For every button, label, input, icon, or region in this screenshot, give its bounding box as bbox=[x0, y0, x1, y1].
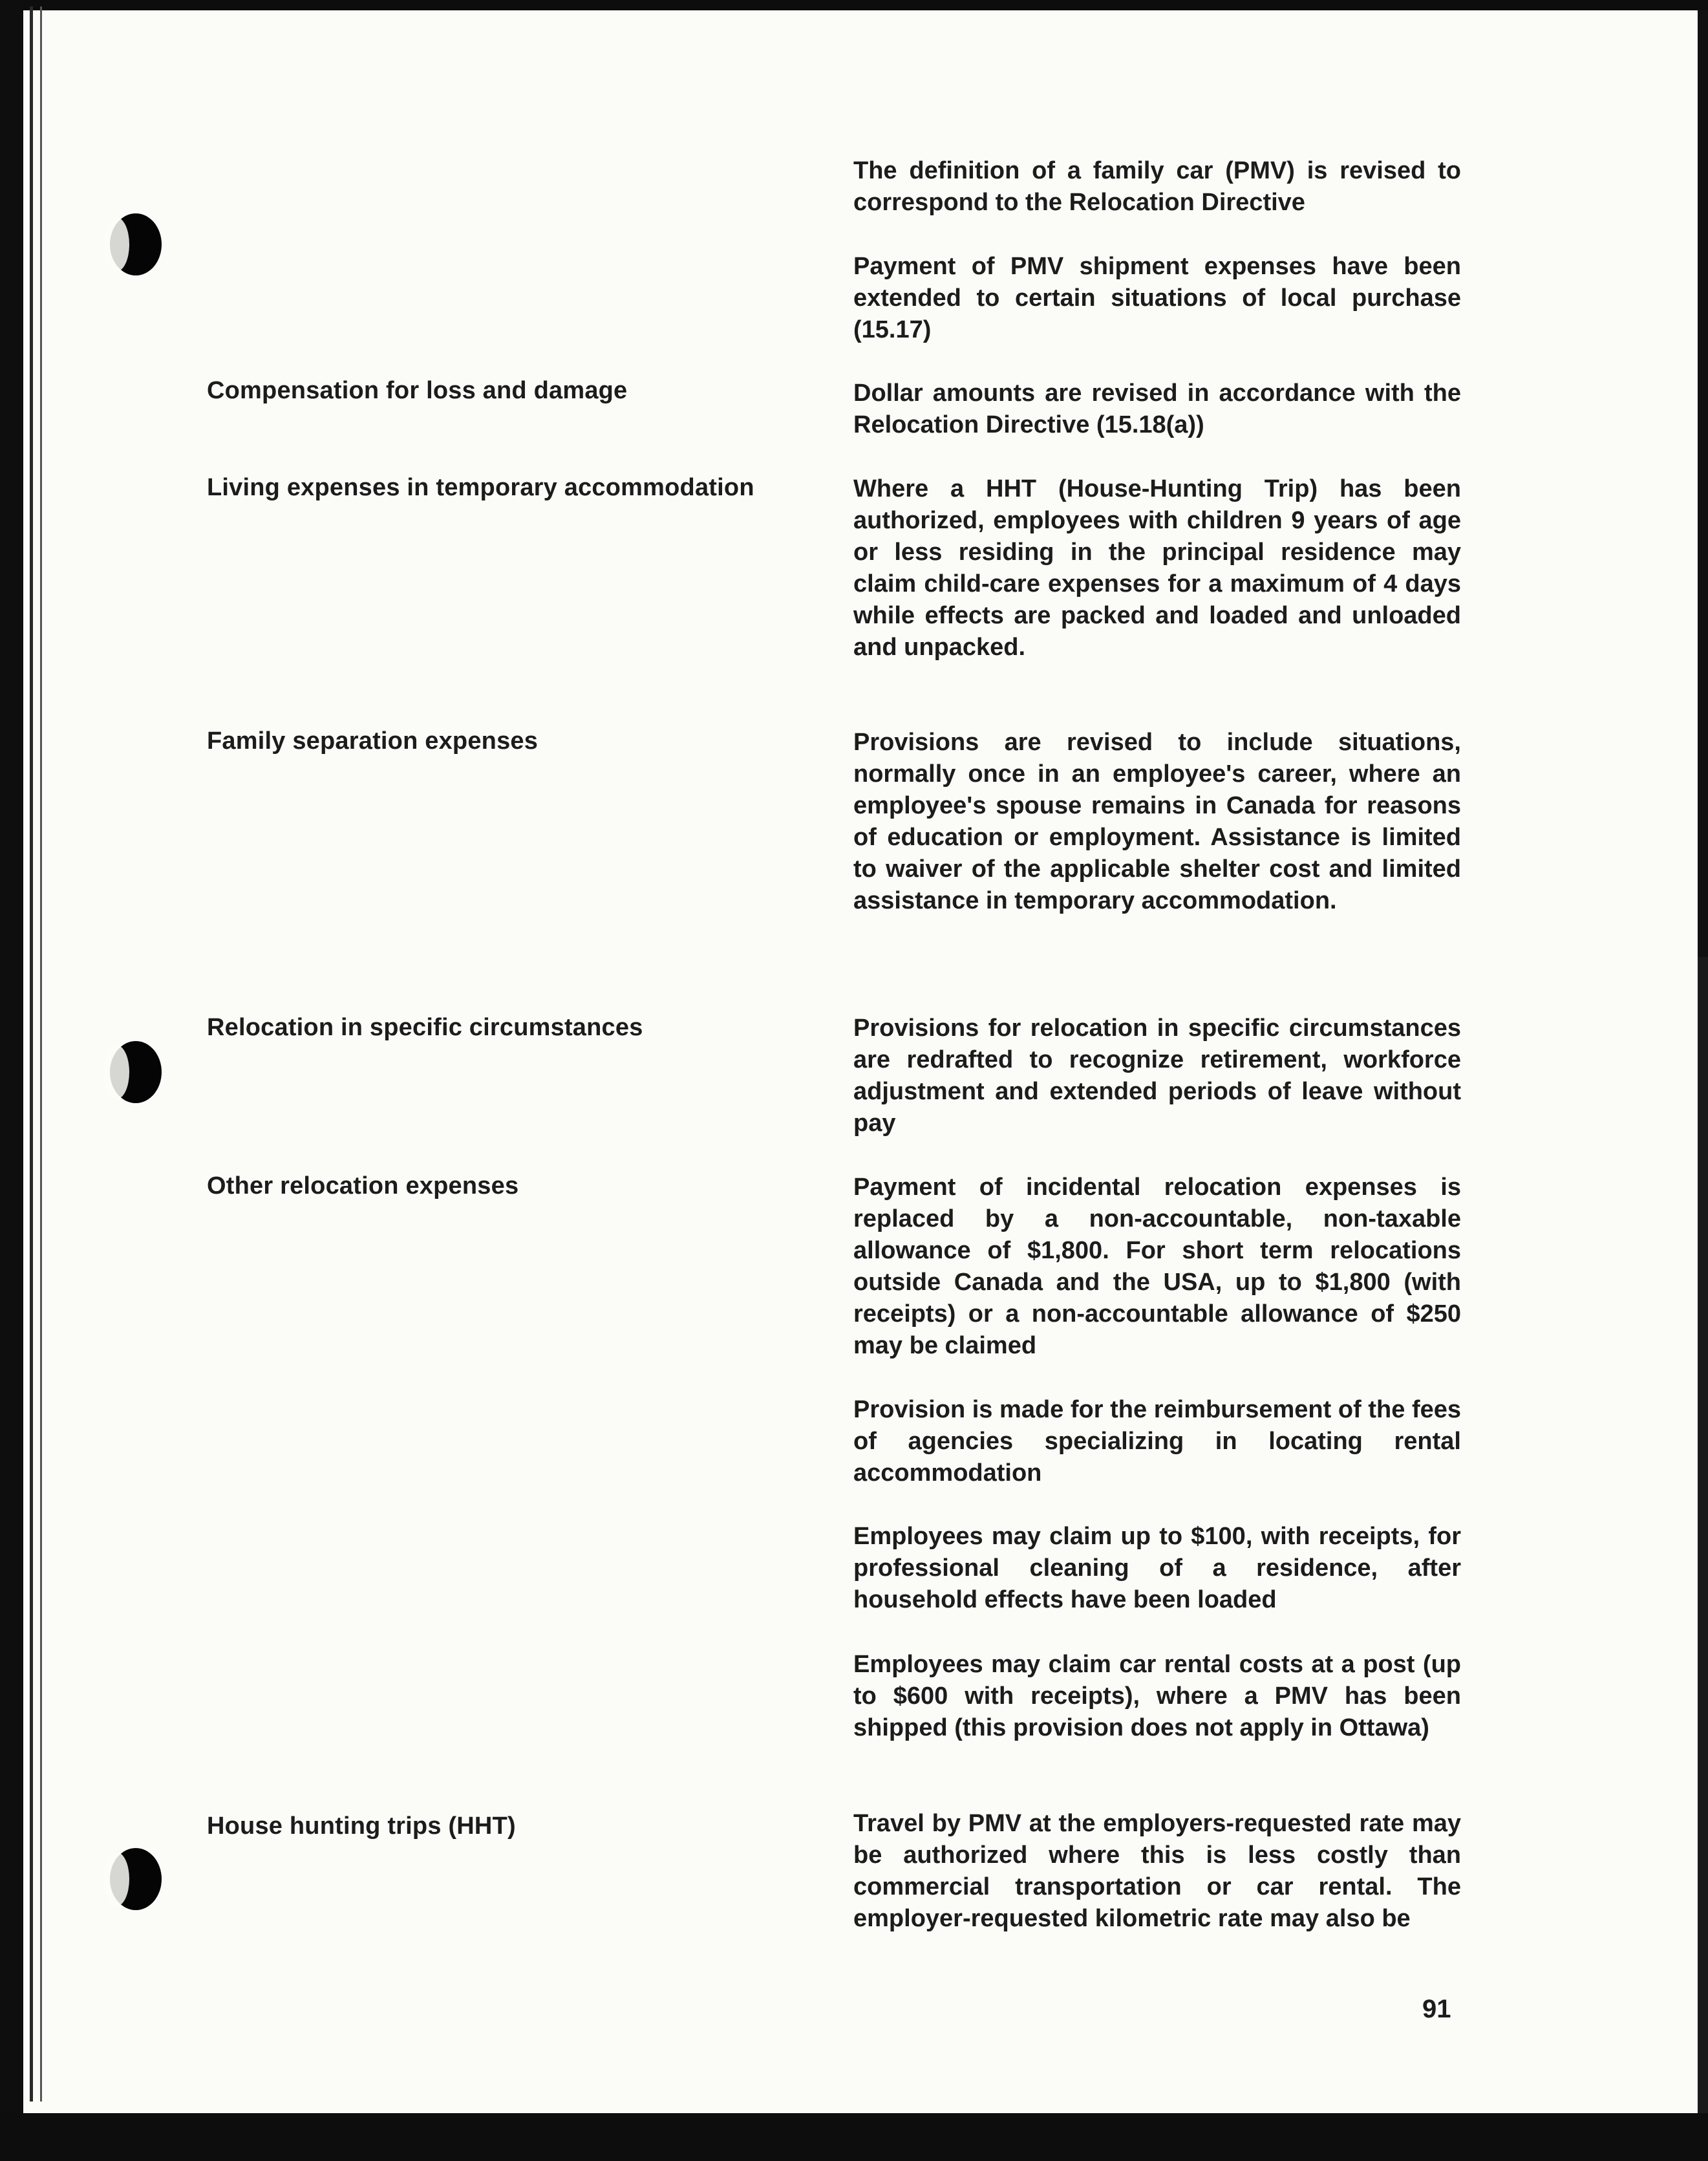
entry-label: Other relocation expenses bbox=[207, 1172, 519, 1199]
entry-description: Employees may claim car rental costs at a post (up to $600 with receipts), where a PMV has been shipped (this provision does not apply in Ottawa) bbox=[853, 1651, 1461, 1741]
entry-label: Compensation for loss and damage bbox=[207, 377, 628, 404]
binding-line bbox=[30, 6, 33, 2102]
entry-label: Family separation expenses bbox=[207, 727, 539, 755]
scan-bottom-edge bbox=[0, 2113, 1708, 2161]
entry-description: Provisions are revised to include situations, normally once in an employee's career, where an employee's spouse remains in Canada for reasons of education or employment. Assistance is limited to waiver of the applicable shelter cost and limited assistance in temporary accommodation. bbox=[853, 729, 1461, 914]
scan-binding-edge bbox=[0, 0, 23, 2161]
scan-right-edge bbox=[1698, 957, 1708, 2121]
entry-description: Provisions for relocation in specific circumstances are redrafted to recognize retirement, workforce adjustment and extended periods of leave without pay bbox=[853, 1015, 1461, 1137]
binding-line bbox=[40, 6, 42, 2102]
entry-description: Provision is made for the reimbursement of the fees of agencies specializing in locating rental accommodation bbox=[853, 1396, 1461, 1487]
entry-description: Dollar amounts are revised in accordance with the Relocation Directive (15.18(a)) bbox=[853, 380, 1461, 438]
punch-hole bbox=[110, 213, 162, 275]
entry-description: Where a HHT (House-Hunting Trip) has been authorized, employees with children 9 years of age or less residing in the principal residence may claim child-care expenses for a maximum of 4 days while effects are packed and loaded and unloaded and unpacked. bbox=[853, 475, 1461, 661]
entry-description: Travel by PMV at the employers-requested rate may be authorized where this is less costly than commercial transportation or car rental. The employer-requested kilometric rate may also be bbox=[853, 1810, 1461, 1932]
page-number: 91 bbox=[1422, 1995, 1451, 2023]
entry-label: Relocation in specific circumstances bbox=[207, 1014, 643, 1041]
punch-hole bbox=[110, 1848, 162, 1910]
entry-description: Payment of PMV shipment expenses have been extended to certain situations of local purchase (15.17) bbox=[853, 253, 1461, 343]
entry-label: House hunting trips (HHT) bbox=[207, 1812, 516, 1840]
punch-hole bbox=[110, 1041, 162, 1103]
entry-description: Payment of incidental relocation expenses is replaced by a non-accountable, non-taxable allowance of $1,800. For short term relocations outside Canada and the USA, up to $1,800 (with receipts) or a non-accountable allowance of $250 may be claimed bbox=[853, 1174, 1461, 1359]
scan-top-edge bbox=[0, 0, 1708, 10]
entry-label: Living expenses in temporary accommodation bbox=[207, 474, 754, 501]
entry-description: Employees may claim up to $100, with receipts, for professional cleaning of a residence, after household effects have been loaded bbox=[853, 1523, 1461, 1613]
entry-description: The definition of a family car (PMV) is revised to correspond to the Relocation Directive bbox=[853, 157, 1461, 216]
